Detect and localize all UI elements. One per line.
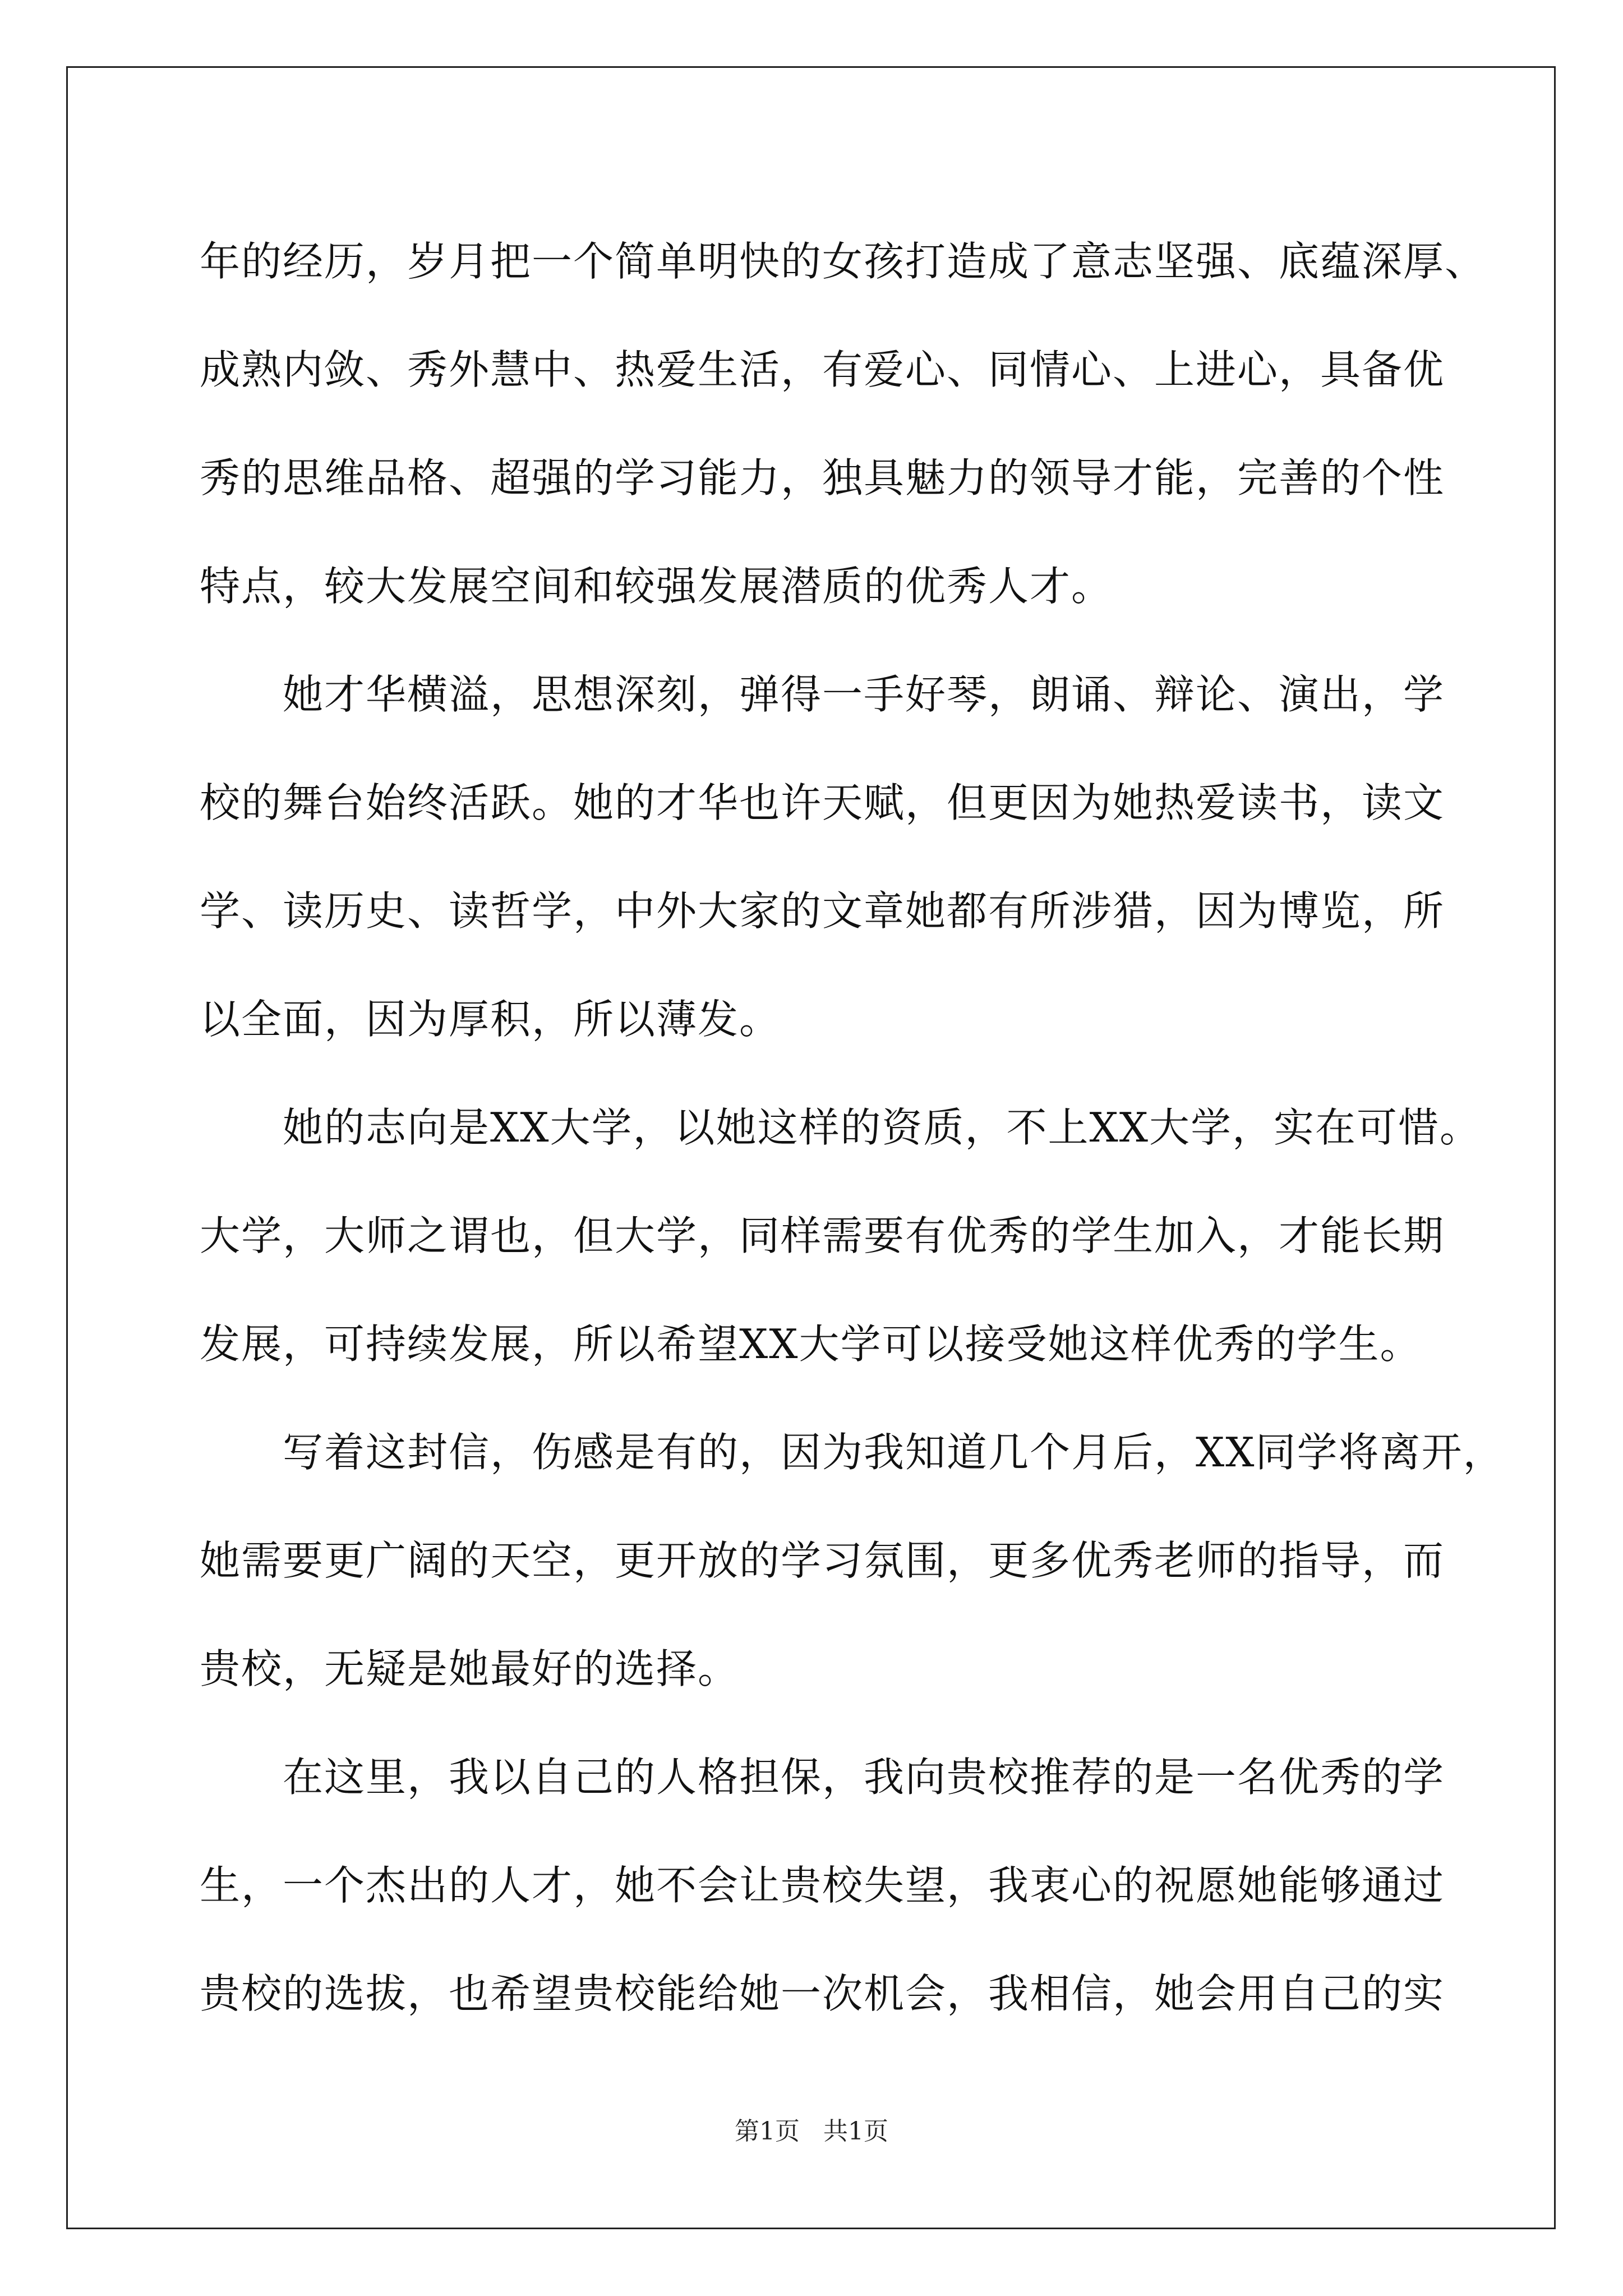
text-line: 成熟内敛、秀外慧中、热爱生活，有爱心、同情心、上进心，具备优 bbox=[200, 346, 1445, 393]
text-line: 年的经历，岁月把一个简单明快的女孩打造成了意志坚强、底蕴深厚、 bbox=[200, 238, 1487, 285]
text-line: 她需要更广阔的天空，更开放的学习氛围，更多优秀老师的指导，而 bbox=[200, 1537, 1445, 1584]
text-line: 发展，可持续发展，所以希望XX大学可以接受她这样优秀的学生。 bbox=[200, 1320, 1422, 1368]
text-line: 特点，较大发展空间和较强发展潜质的优秀人才。 bbox=[200, 563, 1113, 610]
page-number-footer: 第1页 共1页 bbox=[735, 2117, 888, 2146]
text-line: 以全面，因为厚积，所以薄发。 bbox=[200, 996, 781, 1043]
text-line: 写着这封信，伤感是有的，因为我知道几个月后，XX同学将离开， bbox=[283, 1429, 1505, 1476]
text-line: 贵校的选拔，也希望贵校能给她一次机会，我相信，她会用自己的实 bbox=[200, 1970, 1445, 2017]
text-line: 在这里，我以自己的人格担保，我向贵校推荐的是一名优秀的学 bbox=[283, 1754, 1445, 1801]
text-line: 大学，大师之谓也，但大学，同样需要有优秀的学生加入，才能长期 bbox=[200, 1212, 1445, 1259]
text-line: 她才华横溢，思想深刻，弹得一手好琴，朗诵、辩论、演出，学 bbox=[283, 671, 1445, 718]
text-line: 校的舞台始终活跃。她的才华也许天赋，但更因为她热爱读书，读文 bbox=[200, 779, 1445, 826]
text-line: 秀的思维品格、超强的学习能力，独具魅力的领导才能，完善的个性 bbox=[200, 454, 1445, 501]
text-line: 她的志向是XX大学，以她这样的资质，不上XX大学，实在可惜。 bbox=[283, 1104, 1482, 1151]
document-body bbox=[200, 208, 1505, 2048]
text-line: 学、读历史、读哲学，中外大家的文章她都有所涉猎，因为博览，所 bbox=[200, 887, 1445, 935]
text-line: 贵校，无疑是她最好的选择。 bbox=[200, 1645, 740, 1692]
text-line: 生，一个杰出的人才，她不会让贵校失望，我衷心的祝愿她能够通过 bbox=[200, 1862, 1445, 1909]
